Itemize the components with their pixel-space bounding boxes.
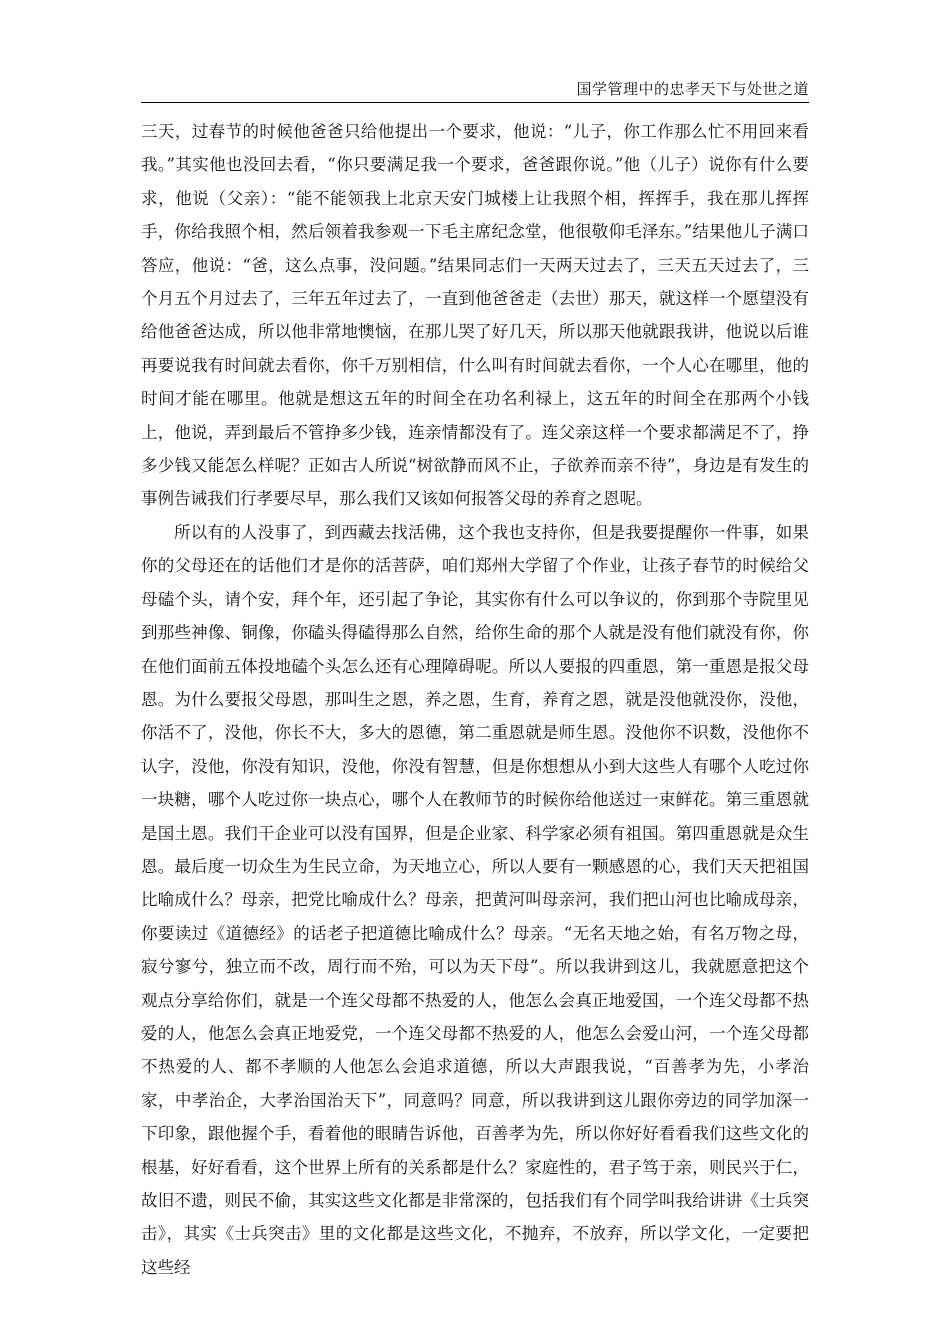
header-title: 国学管理中的忠孝天下与处世之道 xyxy=(576,80,809,98)
paragraph-1: 三天，过春节的时候他爸爸只给他提出一个要求，他说：“儿子，你工作那么忙不用回来看我。”其实他也没回去看，“你只要满足我一个要求，爸爸跟你说。”他（儿子）说你有什么要求，他说（父亲）：“能不能领我上北京天安门城楼上让我照个相，挥挥手，我在那儿挥挥手，你给我照个相，然后领着我参观一下毛主席纪念堂，他很敬仰毛泽东。”结果他儿子满口答应，他说：“爸，这么点事，没问题。”结果同志们一天两天过去了，三天五天过去了，三个月五个月过去了，三年五年过去了，一直到他爸爸走（去世）那天，就这样一个愿望没有给他爸爸达成，所以他非常地懊恼，在那儿哭了好几天，所以那天他就跟我讲，他说以后谁再要说我有时间就去看你，你千万别相信，什么叫有时间就去看你，一个人心在哪里，他的时间才能在哪里。他就是想这五年的时间全在功名利禄上，这五年的时间全在那两个小钱上，他说，弄到最后不管挣多少钱，连亲情都没有了。连父亲这样一个要求都满足不了，挣多少钱又能怎么样呢？正如古人所说“树欲静而风不止，子欲养而亲不待”，身边是有发生的事例告诫我们行孝要尽早，那么我们又该如何报答父母的养育之恩呢。 xyxy=(141,122,809,509)
body-text xyxy=(141,115,809,1284)
running-header xyxy=(141,74,809,103)
paragraph-2: 所以有的人没事了，到西藏去找活佛，这个我也支持你，但是我要提醒你一件事，如果你的父母还在的话他们才是你的活菩萨，咱们郑州大学留了个作业，让孩子春节的时候给父母磕个头，请个安，拜个年，还引起了争论，其实你有什么可以争议的，你到那个寺院里见到那些神像、铜像，你磕头得磕得那么自然，给你生命的那个人就是没有他们就没有你，你在他们面前五体投地磕个头怎么还有心理障碍呢。所以人要报的四重恩，第一重恩是报父母恩。为什么要报父母恩，那叫生之恩，养之恩，生育，养育之恩，就是没他就没你，没他，你活不了，没他，你长不大，多大的恩德，第二重恩就是师生恩。没他你不识数，没他你不认字，没他，你没有知识，没他，你没有智慧，但是你想想从小到大这些人有哪个人吃过你一块糖，哪个人吃过你一块点心，哪个人在教师节的时候你给他送过一束鲜花。第三重恩就是国土恩。我们干企业可以没有国界，但是企业家、科学家必须有祖国。第四重恩就是众生恩。最后度一切众生为生民立命，为天地立心，所以人要有一颗感恩的心，我们天天把祖国比喻成什么？母亲，把党比喻成什么？母亲，把黄河叫母亲河，我们把山河也比喻成母亲，你要读过《道德经》的话老子把道德比喻成什么？母亲。“无名天地之始，有名万物之母，寂兮寥兮，独立而不改，周行而不殆，可以为天下母”。所以我讲到这儿，我就愿意把这个观点分享给你们，就是一个连父母都不热爱的人，他怎么会真正地爱国，一个连父母都不热爱的人，他怎么会真正地爱党，一个连父母都不热爱的人，他怎么会爱山河，一个连父母都不热爱的人、都不孝顺的人他怎么会追求道德，所以大声跟我说，“百善孝为先，小孝治家，中孝治企，大孝治国治天下”，同意吗？同意，所以我讲到这儿跟你旁边的同学加深一下印象，跟他握个手，看着他的眼睛告诉他，百善孝为先，所以你好好看看我们这些文化的根基，好好看看，这个世界上所有的关系都是什么？家庭性的，君子笃于亲，则民兴于仁，故旧不遗，则民不偷，其实这些文化都是非常深的，包括我们有个同学叫我给讲讲《士兵突击》，其实《士兵突击》里的文化都是这些文化，不抛弃，不放弃，所以学文化，一定要把这些经 xyxy=(141,522,809,1277)
